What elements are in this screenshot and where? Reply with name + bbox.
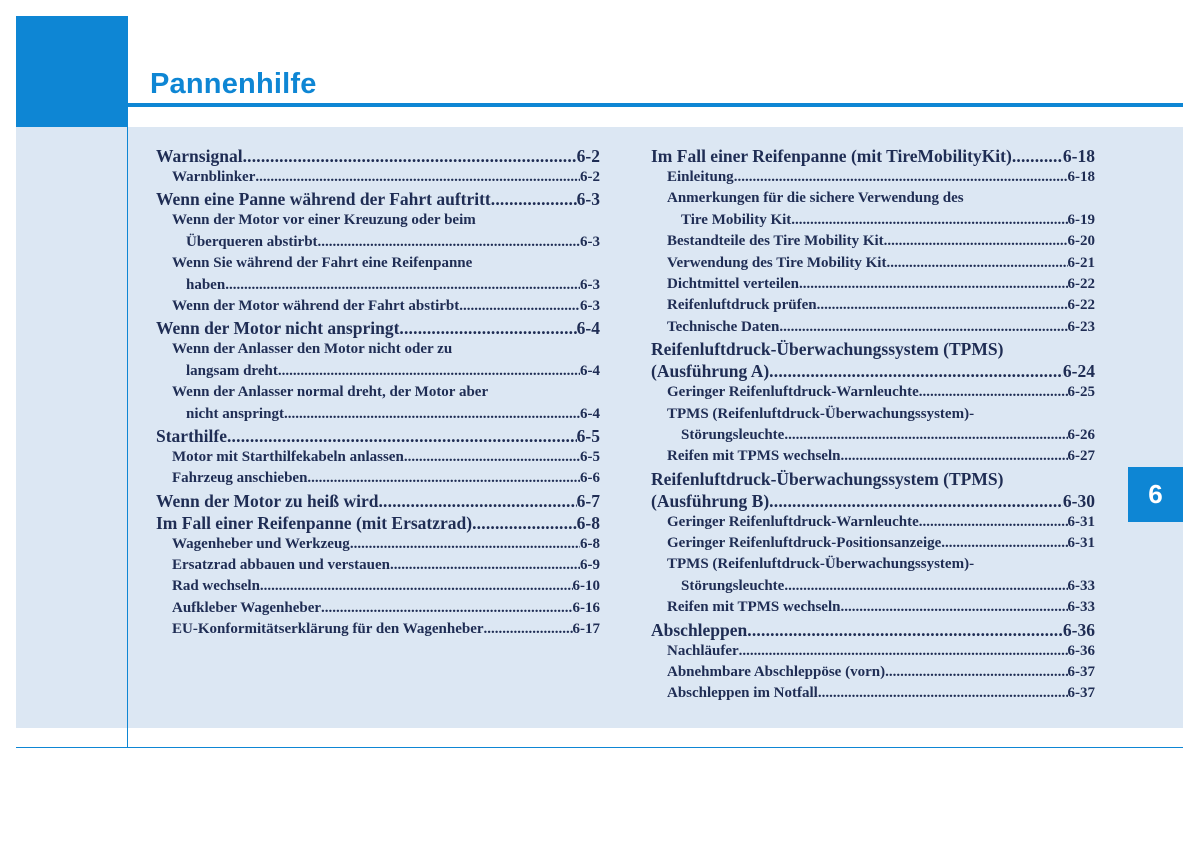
dot-leader (885, 662, 1067, 683)
toc-subsection-entry[interactable] (156, 296, 600, 317)
dot-leader (350, 534, 580, 555)
toc-entry-title: Wenn der Motor nicht anspringt (156, 318, 400, 339)
toc-entry-title: Tire Mobility Kit (681, 211, 792, 228)
dot-leader (260, 576, 573, 597)
toc-entry-title: nicht anspringt (186, 405, 284, 422)
toc-subsection-entry[interactable] (651, 274, 1095, 295)
dot-leader (399, 317, 576, 339)
toc-entry-title: Motor mit Starthilfekabeln anlassen (172, 448, 404, 465)
toc-page-number: 6-3 (580, 297, 600, 314)
toc-page-number: 6-5 (576, 425, 600, 446)
toc-entry-title: haben (186, 276, 226, 293)
toc-subsection-entry[interactable] (156, 339, 600, 382)
toc-entry-title: Ersatzrad abbauen und verstauen (172, 557, 390, 574)
toc-entry-title-line: TPMS (Reifenluftdruck-Überwachungssystem)- (667, 556, 975, 573)
toc-subsection-entry[interactable] (651, 512, 1095, 533)
margin-rule (127, 16, 128, 747)
toc-section-entry[interactable] (156, 425, 600, 447)
chapter-header-block (16, 16, 128, 127)
toc-entry-title: Einleitung (667, 169, 734, 185)
toc-entry-title-line: TPMS (Reifenluftdruck-Überwachungssystem)- (667, 405, 975, 422)
toc-entry-title-line: Wenn der Motor vor einer Kreuzung oder beim (172, 212, 476, 229)
toc-subsection-entry[interactable] (156, 447, 600, 468)
dot-leader (784, 576, 1067, 597)
toc-page-number: 6-36 (1067, 642, 1095, 659)
toc-entry-title: Verwendung des Tire Mobility Kit (667, 254, 887, 271)
dot-leader (941, 533, 1067, 554)
toc-entry-title: Wenn der Motor während der Fahrt abstirbt (172, 297, 460, 314)
toc-entry-title: Reifen mit TPMS wechseln (667, 448, 841, 465)
dot-leader (886, 253, 1067, 274)
toc-entry-title: Geringer Reifenluftdruck-Positionsanzeige (667, 535, 942, 552)
toc-entry-title: (Ausführung A) (651, 361, 770, 382)
toc-page-number: 6-8 (580, 535, 600, 552)
toc-page-number: 6-30 (1062, 490, 1095, 511)
chapter-tab[interactable]: 6 (1128, 467, 1183, 522)
dot-leader (784, 425, 1067, 446)
toc-subsection-entry[interactable] (651, 597, 1095, 618)
dot-leader (747, 619, 1063, 641)
toc-entry-title: Rad wechseln (172, 578, 260, 595)
toc-subsection-entry[interactable] (651, 446, 1095, 467)
dot-leader (243, 145, 577, 167)
toc-page-number: 6-6 (580, 470, 600, 487)
dot-leader (769, 490, 1063, 512)
dot-leader (225, 275, 580, 296)
toc-page-number: 6-22 (1067, 297, 1095, 314)
toc-entry-title-line: Wenn der Anlasser den Motor nicht oder zu (172, 341, 453, 358)
toc-entry-title: Abnehmbare Abschleppöse (vorn) (667, 664, 886, 681)
toc-entry-title: Starthilfe (156, 425, 227, 446)
toc-subsection-entry[interactable] (156, 598, 600, 619)
page-title: Pannenhilfe (150, 68, 317, 100)
toc-subsection-entry[interactable] (156, 167, 600, 188)
dot-leader (791, 210, 1067, 231)
bottom-rule (16, 747, 1183, 748)
toc-entry-title: langsam dreht (186, 362, 278, 379)
toc-subsection-entry[interactable] (156, 534, 600, 555)
toc-subsection-entry[interactable] (651, 382, 1095, 403)
toc-section-entry[interactable] (651, 338, 1095, 382)
toc-entry-title: (Ausführung B) (651, 490, 770, 511)
toc-subsection-entry[interactable] (156, 253, 600, 296)
toc-section-entry[interactable] (156, 512, 600, 534)
toc-column-right (651, 145, 1095, 705)
toc-page-number: 6-22 (1067, 275, 1095, 292)
dot-leader (321, 598, 572, 619)
dot-leader (779, 317, 1067, 338)
toc-page-number: 6-3 (580, 276, 600, 293)
toc-page-number: 6-3 (580, 233, 600, 250)
dot-leader (484, 619, 573, 640)
toc-entry-title-line: Reifenluftdruck-Überwachungssystem (TPMS) (651, 339, 1004, 360)
toc-subsection-entry[interactable] (651, 188, 1095, 231)
dot-leader (278, 361, 580, 382)
toc-page-number: 6-20 (1067, 233, 1095, 250)
dot-leader (818, 683, 1068, 704)
toc-page-number: 6-18 (1062, 146, 1095, 166)
toc-entry-title-line: Wenn Sie während der Fahrt eine Reifenpanne (172, 255, 473, 272)
dot-leader (472, 512, 577, 534)
toc-page-number: 6-4 (580, 405, 600, 422)
toc-subsection-entry[interactable] (156, 555, 600, 576)
dot-leader (919, 512, 1068, 533)
toc-page-number: 6-33 (1067, 577, 1095, 594)
toc-subsection-entry[interactable] (651, 662, 1095, 683)
toc-entry-title-line: Anmerkungen für die sichere Verwendung des (667, 190, 964, 207)
toc-page-number: 6-9 (580, 557, 600, 574)
toc-page-number: 6-36 (1062, 619, 1095, 640)
toc-page-number: 6-25 (1067, 384, 1095, 401)
toc-page-number: 6-4 (580, 362, 600, 379)
toc-subsection-entry[interactable] (651, 641, 1095, 662)
toc-column-left (156, 145, 600, 641)
dot-leader (255, 167, 580, 188)
toc-entry-title: Aufkleber Wagenheber (172, 599, 322, 616)
toc-subsection-entry[interactable] (651, 554, 1095, 597)
dot-leader (734, 167, 1068, 188)
toc-page-number: 6-31 (1067, 535, 1095, 552)
toc-entry-title: Im Fall einer Reifenpanne (mit TireMobilityKit) (651, 146, 1012, 166)
toc-subsection-entry[interactable] (651, 253, 1095, 274)
toc-entry-title: Abschleppen (651, 619, 748, 640)
toc-page-number: 6-2 (576, 146, 600, 166)
dot-leader (817, 295, 1068, 316)
toc-entry-title: Wenn eine Panne während der Fahrt auftritt (156, 189, 491, 210)
toc-page-number: 6-19 (1067, 211, 1095, 228)
toc-subsection-entry[interactable] (651, 295, 1095, 316)
toc-entry-title: Bestandteile des Tire Mobility Kit (667, 233, 884, 250)
toc-section-entry[interactable] (156, 188, 600, 210)
dot-leader (459, 296, 580, 317)
toc-page-number: 6-31 (1067, 513, 1095, 530)
toc-subsection-entry[interactable] (156, 468, 600, 489)
toc-entry-title: Warnblinker (172, 169, 256, 185)
toc-page-number: 6-24 (1062, 361, 1095, 382)
toc-entry-title: Im Fall einer Reifenpanne (mit Ersatzrad) (156, 512, 473, 533)
toc-page-number: 6-21 (1067, 254, 1095, 271)
toc-entry-title-line: Reifenluftdruck-Überwachungssystem (TPMS) (651, 468, 1004, 489)
dot-leader (307, 468, 580, 489)
toc-page-number: 6-23 (1067, 318, 1095, 335)
toc-entry-title: Technische Daten (667, 318, 780, 335)
toc-page-number: 6-2 (580, 169, 600, 185)
toc-section-entry[interactable] (156, 317, 600, 339)
toc-subsection-entry[interactable] (156, 382, 600, 425)
toc-section-entry[interactable] (651, 468, 1095, 512)
toc-entry-title: Wagenheber und Werkzeug (172, 535, 350, 552)
toc-section-entry[interactable] (156, 145, 600, 167)
toc-page-number: 6-7 (576, 490, 600, 511)
toc-section-entry[interactable] (651, 619, 1095, 641)
toc-section-entry[interactable] (651, 145, 1095, 167)
dot-leader (840, 597, 1067, 618)
toc-page-number: 6-16 (572, 599, 600, 616)
toc-entry-title-line: Wenn der Anlasser normal dreht, der Motor aber (172, 384, 489, 401)
dot-leader (390, 555, 580, 576)
toc-entry-title: EU-Konformitätserklärung für den Wagenheber (172, 621, 484, 638)
toc-page-number: 6-5 (580, 448, 600, 465)
toc-section-entry[interactable] (156, 490, 600, 512)
dot-leader (769, 360, 1063, 382)
toc-subsection-entry[interactable] (651, 404, 1095, 447)
toc-subsection-entry[interactable] (651, 683, 1095, 704)
toc-entry-title: Geringer Reifenluftdruck-Warnleuchte (667, 384, 919, 401)
toc-entry-title: Störungsleuchte (681, 577, 785, 594)
toc-page-number: 6-18 (1067, 169, 1095, 185)
dot-leader (1012, 145, 1063, 167)
dot-leader (284, 404, 580, 425)
dot-leader (491, 188, 577, 210)
toc-subsection-entry[interactable] (651, 533, 1095, 554)
toc-subsection-entry[interactable] (651, 317, 1095, 338)
dot-leader (378, 490, 576, 512)
toc-entry-title: Überqueren abstirbt (186, 233, 318, 250)
dot-leader (884, 231, 1068, 252)
dot-leader (739, 641, 1068, 662)
dot-leader (227, 425, 577, 447)
dot-leader (919, 382, 1068, 403)
toc-page-number: 6-3 (576, 189, 600, 210)
dot-leader (404, 447, 580, 468)
toc-entry-title: Nachläufer (667, 642, 739, 659)
toc-page-number: 6-4 (576, 318, 600, 339)
toc-page-number: 6-26 (1067, 426, 1095, 443)
toc-entry-title: Warnsignal (156, 146, 243, 166)
toc-entry-title: Wenn der Motor zu heiß wird (156, 490, 379, 511)
toc-subsection-entry[interactable] (651, 231, 1095, 252)
toc-entry-title: Dichtmittel verteilen (667, 275, 800, 292)
toc-entry-title: Reifenluftdruck prüfen (667, 297, 817, 314)
toc-page-number: 6-27 (1067, 448, 1095, 465)
toc-subsection-entry[interactable] (651, 167, 1095, 188)
dot-leader (840, 446, 1067, 467)
toc-subsection-entry[interactable] (156, 210, 600, 253)
toc-page-number: 6-37 (1067, 685, 1095, 702)
toc-entry-title: Fahrzeug anschieben (172, 470, 308, 487)
toc-page-number: 6-10 (572, 578, 600, 595)
toc-page-number: 6-17 (572, 621, 600, 638)
toc-subsection-entry[interactable] (156, 576, 600, 597)
toc-subsection-entry[interactable] (156, 619, 600, 640)
title-underline (128, 103, 1183, 107)
toc-page-number: 6-8 (576, 512, 600, 533)
toc-entry-title: Geringer Reifenluftdruck-Warnleuchte (667, 513, 919, 530)
toc-entry-title: Störungsleuchte (681, 426, 785, 443)
toc-page-number: 6-37 (1067, 664, 1095, 681)
toc-entry-title: Abschleppen im Notfall (667, 685, 818, 702)
toc-page-number: 6-33 (1067, 599, 1095, 616)
dot-leader (799, 274, 1067, 295)
toc-entry-title: Reifen mit TPMS wechseln (667, 599, 841, 616)
dot-leader (318, 232, 580, 253)
